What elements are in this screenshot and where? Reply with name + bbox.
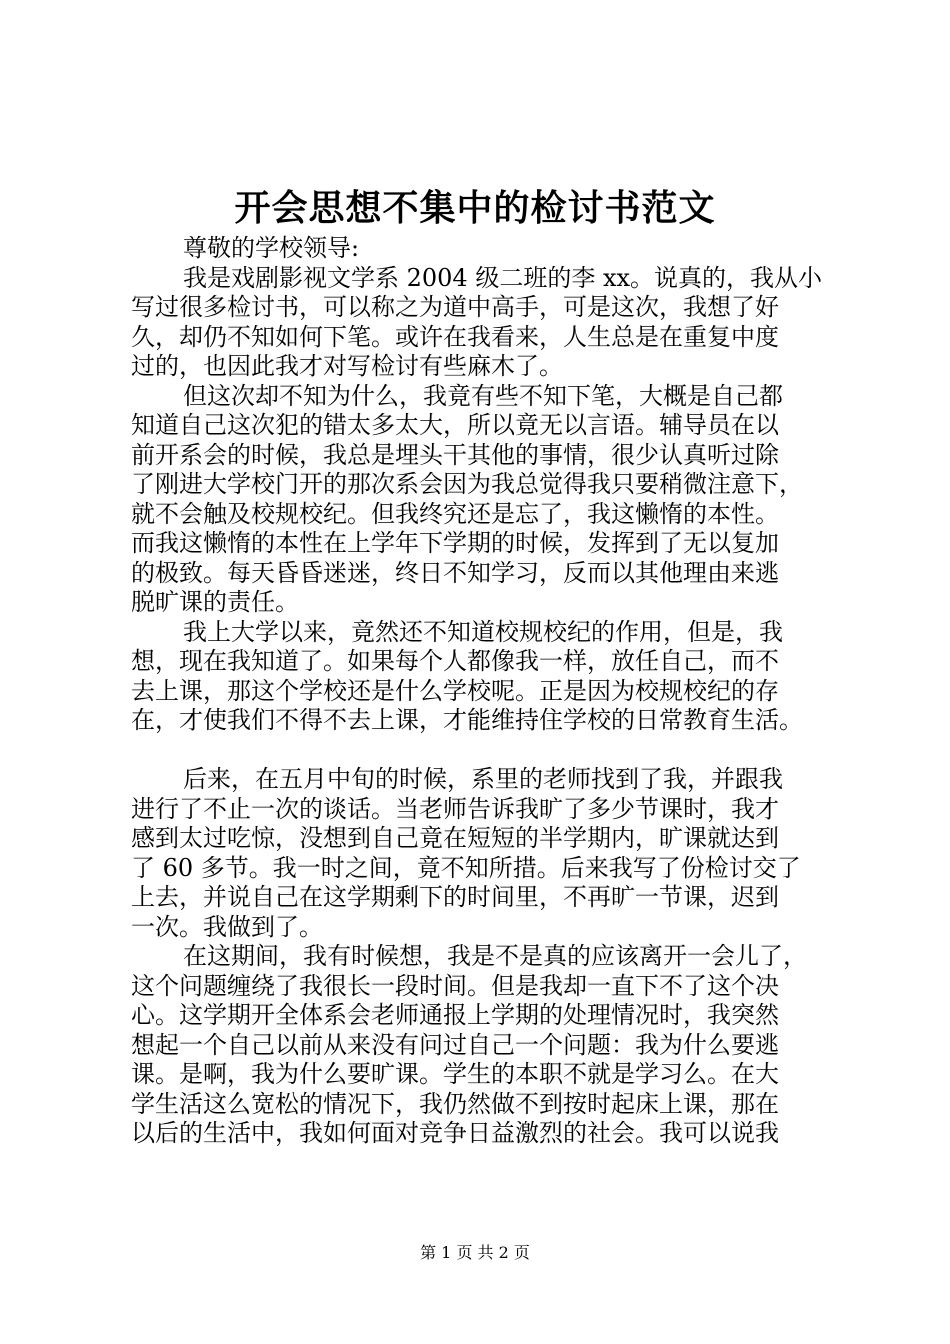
document-title: 开会思想不集中的检讨书范文 xyxy=(234,187,716,229)
text-line: 学生活这么宽松的情况下，我仍然做不到按时起床上课，那在 xyxy=(131,1089,779,1118)
text-line: 前开系会的时候，我总是埋头干其他的事情，很少认真听过除 xyxy=(131,440,779,469)
text-line: 以后的生活中，我如何面对竞争日益激烈的社会。我可以说我 xyxy=(131,1119,779,1147)
text-line: 想，现在我知道了。如果每个人都像我一样，放任自己，而不 xyxy=(131,647,779,675)
text-line: 去上课，那这个学校还是什么学校呢。正是因为校规校纪的存 xyxy=(131,676,779,705)
text-line: 想起一个自己以前从来没有问过自己一个问题：我为什么要逃 xyxy=(131,1030,779,1059)
blank-line xyxy=(131,736,831,766)
text-line: 我上大学以来，竟然还不知道校规校纪的作用，但是，我 xyxy=(183,617,783,646)
text-line: 尊敬的学校领导: xyxy=(183,234,360,262)
text-line: 知道自己这次犯的错太多太大，所以竟无以言语。辅导员在以 xyxy=(131,411,779,439)
page-footer: 第 1 页 共 2 页 xyxy=(420,1243,530,1262)
text-line: 进行了不止一次的谈话。当老师告诉我旷了多少节课时，我才 xyxy=(131,794,779,823)
text-line: 脱旷课的责任。 xyxy=(131,588,299,616)
document-body xyxy=(131,234,831,1149)
text-line: 的极致。每天昏昏迷迷，终日不知学习，反而以其他理由来逃 xyxy=(131,558,779,587)
text-line: 我是戏剧影视文学系 2004 级二班的李 xx。说真的，我从小 xyxy=(183,263,823,292)
text-line: 感到太过吃惊，没想到自己竟在短短的半学期内，旷课就达到 xyxy=(131,824,779,852)
text-line: 心。这学期开全体系会老师通报上学期的处理情况时，我突然 xyxy=(131,1001,779,1029)
text-line: 上去，并说自己在这学期剩下的时间里，不再旷一节课，迟到 xyxy=(131,883,779,911)
text-line: 一次。我做到了。 xyxy=(131,912,323,941)
text-line: 后来，在五月中旬的时候，系里的老师找到了我，并跟我 xyxy=(183,765,783,793)
text-line: 了刚进大学校门开的那次系会因为我总觉得我只要稍微注意下， xyxy=(131,470,803,498)
text-line: 但这次却不知为什么，我竟有些不知下笔，大概是自己都 xyxy=(183,381,783,410)
text-line: 在，才使我们不得不去上课，才能维持住学校的日常教育生活。 xyxy=(131,706,803,734)
text-line: 久，却仍不知如何下笔。或许在我看来，人生总是在重复中度 xyxy=(131,322,779,351)
text-line: 在这期间，我有时候想，我是不是真的应该离开一会儿了， xyxy=(183,942,807,970)
text-line: 而我这懒惰的本性在上学年下学期的时候，发挥到了无以复加 xyxy=(131,529,779,557)
text-line: 课。是啊，我为什么要旷课。学生的本职不就是学习么。在大 xyxy=(131,1060,779,1088)
text-line: 就不会触及校规校纪。但我终究还是忘了，我这懒惰的本性。 xyxy=(131,499,779,528)
text-line: 这个问题缠绕了我很长一段时间。但是我却一直下不了这个决 xyxy=(131,971,779,1000)
text-line: 了 60 多节。我一时之间，竟不知所措。后来我写了份检讨交了 xyxy=(131,853,801,882)
text-line: 写过很多检讨书，可以称之为道中高手，可是这次，我想了好 xyxy=(131,293,779,321)
text-line: 过的，也因此我才对写检讨有些麻木了。 xyxy=(131,352,563,380)
